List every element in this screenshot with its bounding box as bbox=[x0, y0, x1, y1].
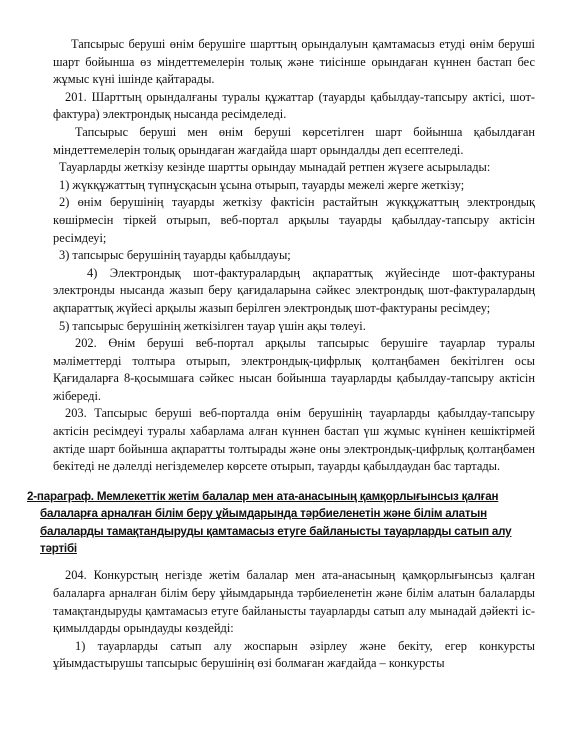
list-item-1: 1) жүкқұжаттың түпнұсқасын ұсына отырып, тауарды межелі жерге жеткізу; bbox=[59, 177, 465, 192]
list-item-4: 4) Электрондық шот-фактуралардың ақпараттық жүйесінде шот-фактураны электронды нысанда жазып беру қағидаларына сәйкес электрондық шот-фактуралардың ақпараттық жүйесі арқылы жазып берілген электрондық шот-фактураны ресімдеу; bbox=[53, 265, 535, 315]
list-item-2: 2) өнім берушінің тауарды жеткізу фактісін растайтын жүкқұжаттың электрондық көшірмесін тіркей отырып, веб-портал арқылы тауарды қабылдау-тапсыру актісін ресімдеуі; bbox=[53, 195, 535, 245]
list-item-5: 5) тапсырыс берушінің жеткізілген тауар үшін ақы төлеуі. bbox=[59, 318, 366, 333]
paragraph: Тауарларды жеткізу кезінде шартты орындау мынадай ретпен жүзеге асырылады: bbox=[59, 160, 491, 175]
paragraph: Тапсырыс беруші мен өнім беруші көрсетілген шарт бойынша қабылдаған міндеттемелерін толық орындаған жағдайда шарт орындалды деп есептеледі. bbox=[53, 124, 535, 157]
document-body bbox=[27, 36, 535, 673]
paragraph-202: 202. Өнім беруші веб-портал арқылы тапсырыс берушіге тауарлар туралы мәліметтерді толтыра отырып, электрондық-цифрлық қолтаңбамен бекітілген осы Қағидаларға 8-қосымшаға сәйкес нысан бойынша тауарларды қабылдау-тапсыру актісін жібереді. bbox=[53, 336, 535, 403]
section-heading: 2-параграф. Мемлекеттік жетім балалар мен ата-анасының қамқорлығынсыз қалған балаларға арналған білім беру ұйымдарында тәрбиеленетін және білім алатын балаларды тамақтандыруды қамтамасыз етуге байланысты тауарларды сатып алу тәртібі bbox=[27, 489, 512, 556]
list-item-1: 1) тауарларды сатып алу жоспарын әзірлеу және бекіту, егер конкурсты ұйымдастырушы тапсырыс берушінің өзі болмаған жағдайда – конкурсты bbox=[53, 638, 535, 671]
paragraph-201: 201. Шарттың орындалғаны туралы құжаттар (тауарды қабылдау-тапсыру актісі, шот-фактура) электрондық нысанда ресімделеді. bbox=[53, 89, 535, 122]
paragraph-203: 203. Тапсырыс беруші веб-порталда өнім берушінің тауарларды қабылдау-тапсыру актісін ресімдеуі туралы хабарлама алған күннен бастап үш жұмыс күнінен кешіктірмей актіде шарт бойынша ақпаратты толтырады және оны электрондық-цифрлық қолтаңбамен бекітеді не дәлелді негіздемелер көрсете отырып, тауарды қабылдаудан бас тартады. bbox=[53, 406, 535, 474]
paragraph: Тапсырыс беруші өнім берушіге шарттың орындалуын қамтамасыз етуді өнім беруші шарт бойынша өз міндеттемелерін толық және тиісінше орындаған күннен бастап бес жұмыс күні ішінде қайтарады. bbox=[53, 37, 535, 87]
paragraph-204: 204. Конкурстың негізде жетім балалар мен ата-анасының қамқорлығынсыз қалған балаларға арналған білім беру ұйымдарында тәрбиеленетін және білім алатын балаларды тамақтандыруды қамтамасыз етуге байланысты тауарларды сатып алу мынадай дәйекті іс-қимылдарды орындауды көздейді: bbox=[53, 568, 535, 636]
list-item-3: 3) тапсырыс берушінің тауарды қабылдауы; bbox=[59, 248, 291, 263]
